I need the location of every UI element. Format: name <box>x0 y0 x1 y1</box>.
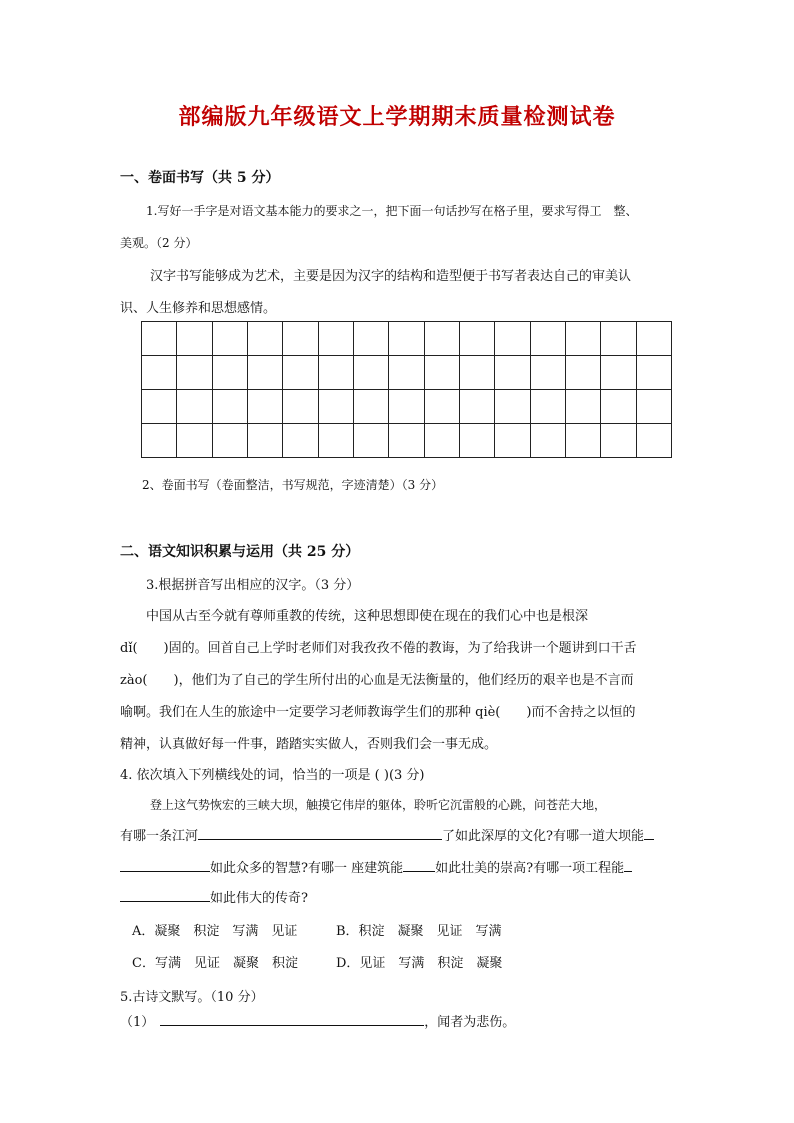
q4-options-row1 <box>132 920 502 939</box>
grid-cell[interactable] <box>389 356 424 390</box>
grid-cell[interactable] <box>459 356 494 390</box>
grid-cell[interactable] <box>530 390 565 424</box>
q4-passage-line1: 登上这气势恢宏的三峡大坝，触摸它伟岸的躯体，聆听它沉雷般的心跳，问苍茫大地， <box>150 798 607 812</box>
q4-option-c[interactable]: C．写满 见证 凝聚 积淀 <box>132 956 298 971</box>
q2-prompt: 2、卷面书写（卷面整洁，书写规范，字迹清楚）（3 分） <box>142 478 444 492</box>
q1-prompt-line2: 美观。（2 分） <box>120 236 198 250</box>
q4-blank-2b[interactable] <box>120 857 210 872</box>
grid-cell[interactable] <box>212 424 247 458</box>
grid-cell[interactable] <box>530 424 565 458</box>
grid-cell[interactable] <box>142 424 177 458</box>
grid-cell[interactable] <box>318 322 353 356</box>
grid-cell[interactable] <box>353 356 388 390</box>
q4-blank-4a[interactable] <box>624 857 632 872</box>
grid-cell[interactable] <box>353 322 388 356</box>
grid-cell[interactable] <box>353 424 388 458</box>
q4-option-b[interactable]: B．积淀 凝聚 见证 写满 <box>336 924 502 939</box>
q4-option-a[interactable]: A．凝聚 积淀 写满 见证 <box>132 924 298 939</box>
q3-line5: 精神，认真做好每一件事，踏踏实实做人，否则我们会一事无成。 <box>120 737 498 752</box>
q4-line4-text: 如此伟大的传奇? <box>210 891 308 906</box>
grid-cell[interactable] <box>459 390 494 424</box>
grid-cell[interactable] <box>601 322 636 356</box>
q4-line3-text-a: 如此众多的智慧?有哪一 座建筑能 <box>210 861 404 876</box>
grid-cell[interactable] <box>389 424 424 458</box>
grid-cell[interactable] <box>177 424 212 458</box>
grid-cell[interactable] <box>283 356 318 390</box>
grid-cell[interactable] <box>389 322 424 356</box>
grid-cell[interactable] <box>530 322 565 356</box>
grid-cell[interactable] <box>142 356 177 390</box>
grid-cell[interactable] <box>283 390 318 424</box>
grid-cell[interactable] <box>530 356 565 390</box>
q4-blank-3[interactable] <box>403 857 435 872</box>
page-title: 部编版九年级语文上学期期末质量检测试卷 <box>178 104 616 130</box>
q5-blank-1[interactable] <box>160 1011 424 1026</box>
grid-cell[interactable] <box>459 322 494 356</box>
q4-passage-line3 <box>120 857 632 876</box>
grid-cell[interactable] <box>177 390 212 424</box>
grid-cell[interactable] <box>636 390 671 424</box>
grid-row <box>142 390 672 424</box>
grid-row <box>142 356 672 390</box>
section-2-heading: 二、语文知识积累与运用（共 25 分） <box>120 544 360 560</box>
grid-cell[interactable] <box>495 424 530 458</box>
q5-line1-tail: ，闻者为悲伤。 <box>424 1015 516 1030</box>
writing-grid[interactable] <box>141 321 672 458</box>
grid-cell[interactable] <box>636 322 671 356</box>
grid-cell[interactable] <box>424 356 459 390</box>
q4-option-d[interactable]: D．见证 写满 积淀 凝聚 <box>336 956 503 971</box>
grid-cell[interactable] <box>318 424 353 458</box>
q3-line3: zào( )，他们为了自己的学生所付出的心血是无法衡量的，他们经历的艰辛也是不言而 <box>120 673 634 688</box>
grid-cell[interactable] <box>247 424 282 458</box>
grid-cell[interactable] <box>318 390 353 424</box>
grid-cell[interactable] <box>495 390 530 424</box>
grid-cell[interactable] <box>247 322 282 356</box>
grid-cell[interactable] <box>247 356 282 390</box>
grid-cell[interactable] <box>142 322 177 356</box>
grid-cell[interactable] <box>565 322 600 356</box>
q3-line1: 中国从古至今就有尊师重教的传统，这种思想即使在现在的我们心中也是根深 <box>146 609 589 624</box>
grid-cell[interactable] <box>636 356 671 390</box>
grid-cell[interactable] <box>318 356 353 390</box>
grid-cell[interactable] <box>283 424 318 458</box>
grid-cell[interactable] <box>212 390 247 424</box>
grid-cell[interactable] <box>495 322 530 356</box>
grid-cell[interactable] <box>212 322 247 356</box>
grid-cell[interactable] <box>247 390 282 424</box>
q4-line2-text-b: 了如此深厚的文化?有哪一道大坝能 <box>442 829 644 844</box>
grid-cell[interactable] <box>565 356 600 390</box>
grid-cell[interactable] <box>424 390 459 424</box>
grid-row <box>142 322 672 356</box>
grid-cell[interactable] <box>459 424 494 458</box>
grid-cell[interactable] <box>283 322 318 356</box>
q4-passage-line2 <box>120 825 654 844</box>
q3-line4: 喻啊。我们在人生的旅途中一定要学习老师教诲学生们的那种 qiè( )而不舍持之以恒的 <box>120 705 636 720</box>
grid-cell[interactable] <box>424 424 459 458</box>
grid-cell[interactable] <box>601 424 636 458</box>
q4-prompt: 4. 依次填入下列横线处的词，恰当的一项是 ( )(3 分) <box>120 768 425 783</box>
q3-prompt: 3.根据拼音写出相应的汉字。（3 分） <box>146 578 360 593</box>
grid-cell[interactable] <box>424 322 459 356</box>
q3-line2: dǐ( )固的。回首自己上学时老师们对我孜孜不倦的教诲，为了给我讲一个题讲到口干舌 <box>120 641 637 656</box>
q5-prompt: 5.古诗文默写。（10 分） <box>120 990 264 1005</box>
q1-prompt-line1: 1.写好一手字是对语文基本能力的要求之一，把下面一句话抄写在格子里，要求写得工 整、 <box>146 204 638 218</box>
q5-line1-label: （1） <box>120 1015 155 1030</box>
q4-line2-text-a: 有哪一条江河 <box>120 829 199 844</box>
grid-cell[interactable] <box>177 356 212 390</box>
q4-blank-4b[interactable] <box>120 887 210 902</box>
section-1-heading: 一、卷面书写（共 5 分） <box>120 170 280 186</box>
q4-blank-2a[interactable] <box>644 825 654 840</box>
grid-cell[interactable] <box>601 356 636 390</box>
grid-cell[interactable] <box>389 390 424 424</box>
grid-cell[interactable] <box>495 356 530 390</box>
grid-row <box>142 424 672 458</box>
q4-blank-1[interactable] <box>198 825 442 840</box>
grid-cell[interactable] <box>353 390 388 424</box>
grid-cell[interactable] <box>142 390 177 424</box>
grid-cell[interactable] <box>212 356 247 390</box>
q4-passage-line4 <box>120 887 308 906</box>
grid-cell[interactable] <box>565 390 600 424</box>
grid-cell[interactable] <box>177 322 212 356</box>
q5-line1 <box>120 1011 515 1030</box>
q1-passage-line1: 汉字书写能够成为艺术，主要是因为汉字的结构和造型便于书写者表达自己的审美认 <box>150 269 632 284</box>
q4-line3-text-b: 如此壮美的崇高?有哪一项工程能 <box>435 861 625 876</box>
grid-cell[interactable] <box>636 424 671 458</box>
q4-options-row2 <box>132 952 502 971</box>
q1-passage-line2: 识、人生修养和思想感情。 <box>120 301 277 316</box>
grid-cell[interactable] <box>601 390 636 424</box>
grid-cell[interactable] <box>565 424 600 458</box>
